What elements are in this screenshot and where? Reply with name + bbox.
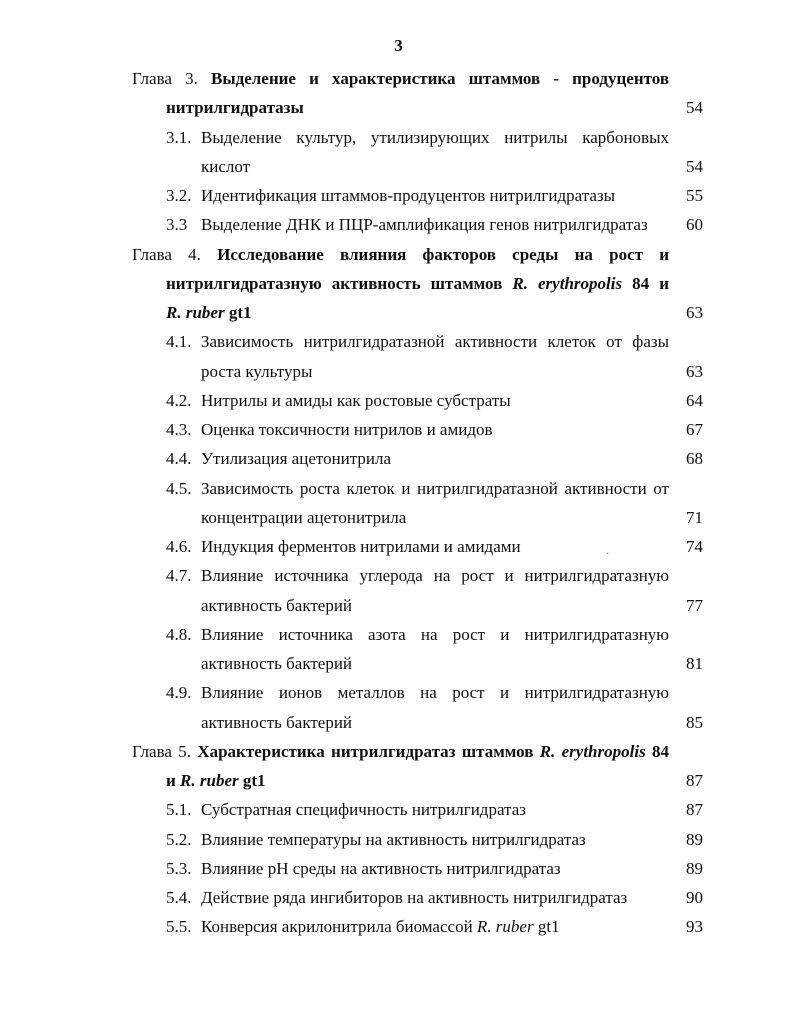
entry-title-line2: нитрилгидратазы [166, 98, 304, 118]
entry-number: 4.2. [166, 390, 192, 410]
entry-title: Конверсия акрилонитрила биомассой R. ruber gt1 [201, 917, 560, 937]
page-ref: 55 [686, 186, 703, 205]
page-ref: 63 [686, 303, 703, 322]
page-ref: 54 [686, 156, 703, 176]
entry-title-line2: концентрации ацетонитрила [201, 507, 407, 527]
entry-number: 5.2. [166, 829, 192, 849]
toc-entry-4-5 [0, 474, 797, 533]
entry-title-line1: Влияние источника азота на рост и нитрилгидратазную [201, 624, 669, 644]
entry-title-line1: Зависимость нитрилгидратазной активности клеток от фазы [201, 332, 669, 352]
entry-title-line2: и R. ruber gt1 [166, 771, 266, 790]
chapter-label: Глава 5. [132, 741, 191, 761]
entry-title: Субстратная специфичность нитрилгидратаз [201, 800, 526, 820]
entry-title: Оценка токсичности нитрилов и амидов [201, 420, 493, 439]
entry-number: 5.5. [166, 917, 192, 937]
entry-title: Нитрилы и амиды как ростовые субстраты [201, 390, 511, 410]
toc-entry-4-1 [0, 327, 797, 386]
entry-title-line2: активность бактерий [201, 595, 353, 615]
page-ref: 71 [686, 507, 703, 527]
toc-entry-chapter-4 [0, 240, 797, 328]
toc-entry-3-3 [0, 210, 797, 239]
entry-title-line1: Выделение и характеристика штаммов - продуцентов [210, 69, 670, 88]
entry-number: 4.8. [166, 624, 192, 644]
entry-title: Выделение ДНК и ПЦР-амплификация генов нитрилгидратаз [201, 215, 648, 235]
entry-title-line2: нитрилгидратазную активность штаммов R. erythropolis 84 и [166, 273, 670, 293]
chapter-label: Глава 4. [132, 244, 201, 264]
toc-entry-4-3 [0, 415, 797, 444]
page-ref: 89 [686, 858, 703, 878]
page-ref: 60 [686, 215, 703, 235]
entry-title: Действие ряда ингибиторов на активность нитрилгидратаз [201, 888, 628, 907]
entry-title-line2: кислот [201, 156, 251, 176]
entry-number: 3.3 [166, 215, 188, 235]
scan-speck: · [606, 549, 610, 560]
entry-number: 5.3. [166, 858, 192, 878]
toc-entry-5-2 [0, 825, 797, 854]
toc-entry-4-6 [0, 532, 797, 561]
entry-title-line2: активность бактерий [201, 712, 353, 732]
entry-title: Индукция ферментов нитрилами и амидами [201, 537, 521, 556]
entry-title: Влияние pH среды на активность нитрилгидратаз [201, 858, 561, 878]
page-ref: 87 [686, 800, 703, 820]
table-of-contents [0, 64, 797, 942]
entry-title-line1: Зависимость роста клеток и нитрилгидратазной активности от [201, 478, 669, 498]
entry-number: 5.1. [166, 800, 192, 820]
entry-title-line2: активность бактерий [201, 654, 353, 673]
entry-title-line1: Характеристика нитрилгидратаз штаммов R. erythropolis 84 [197, 741, 669, 761]
entry-number: 3.1. [166, 127, 192, 147]
toc-entry-5-5 [0, 912, 797, 941]
entry-number: 3.2. [166, 186, 192, 205]
toc-entry-5-1 [0, 795, 797, 824]
page-ref: 77 [686, 595, 703, 615]
page-ref: 54 [686, 98, 703, 118]
page-ref: 68 [686, 449, 703, 469]
toc-entry-chapter-5 [0, 737, 797, 796]
entry-number: 5.4. [166, 888, 192, 907]
entry-number: 4.4. [166, 449, 192, 469]
entry-title-line1: Выделение культур, утилизирующих нитрилы карбоновых [201, 127, 669, 147]
entry-number: 4.6. [166, 537, 192, 556]
chapter-label: Глава 3. [132, 69, 198, 88]
toc-entry-5-4 [0, 883, 797, 912]
entry-title: Влияние температуры на активность нитрилгидратаз [201, 829, 586, 849]
entry-number: 4.1. [166, 332, 192, 352]
page-ref: 87 [686, 771, 703, 790]
toc-entry-3-2 [0, 181, 797, 210]
entry-number: 4.5. [166, 478, 192, 498]
entry-title-line2: роста культуры [201, 361, 313, 381]
page-ref: 93 [686, 917, 703, 937]
entry-title: Идентификация штаммов-продуцентов нитрилгидратазы [201, 186, 616, 205]
toc-entry-4-8 [0, 620, 797, 679]
entry-number: 4.7. [166, 566, 192, 586]
page-ref: 67 [686, 420, 703, 439]
page-ref: 63 [686, 361, 703, 381]
entry-title-line1: Влияние источника углерода на рост и нитрилгидратазную [201, 566, 669, 586]
entry-number: 4.9. [166, 683, 192, 703]
toc-entry-4-9 [0, 678, 797, 737]
toc-entry-4-7 [0, 561, 797, 620]
toc-entry-4-4 [0, 444, 797, 473]
toc-entry-3-1 [0, 123, 797, 182]
page-ref: 89 [686, 829, 703, 849]
toc-entry-4-2 [0, 386, 797, 415]
entry-title-line3: R. ruber gt1 [166, 303, 252, 322]
entry-title-line1: Исследование влияния факторов среды на рост и [217, 244, 670, 264]
page-ref: 64 [686, 390, 703, 410]
page-number: 3 [394, 36, 403, 55]
entry-number: 4.3. [166, 420, 192, 439]
entry-title-line1: Влияние ионов металлов на рост и нитрилгидратазную [201, 683, 669, 703]
entry-title: Утилизация ацетонитрила [201, 449, 392, 469]
toc-entry-5-3 [0, 854, 797, 883]
page-ref: 81 [686, 654, 703, 673]
page-ref: 74 [686, 537, 703, 556]
page-ref: 90 [686, 888, 703, 907]
toc-entry-chapter-3 [0, 64, 797, 123]
page-ref: 85 [686, 712, 703, 732]
